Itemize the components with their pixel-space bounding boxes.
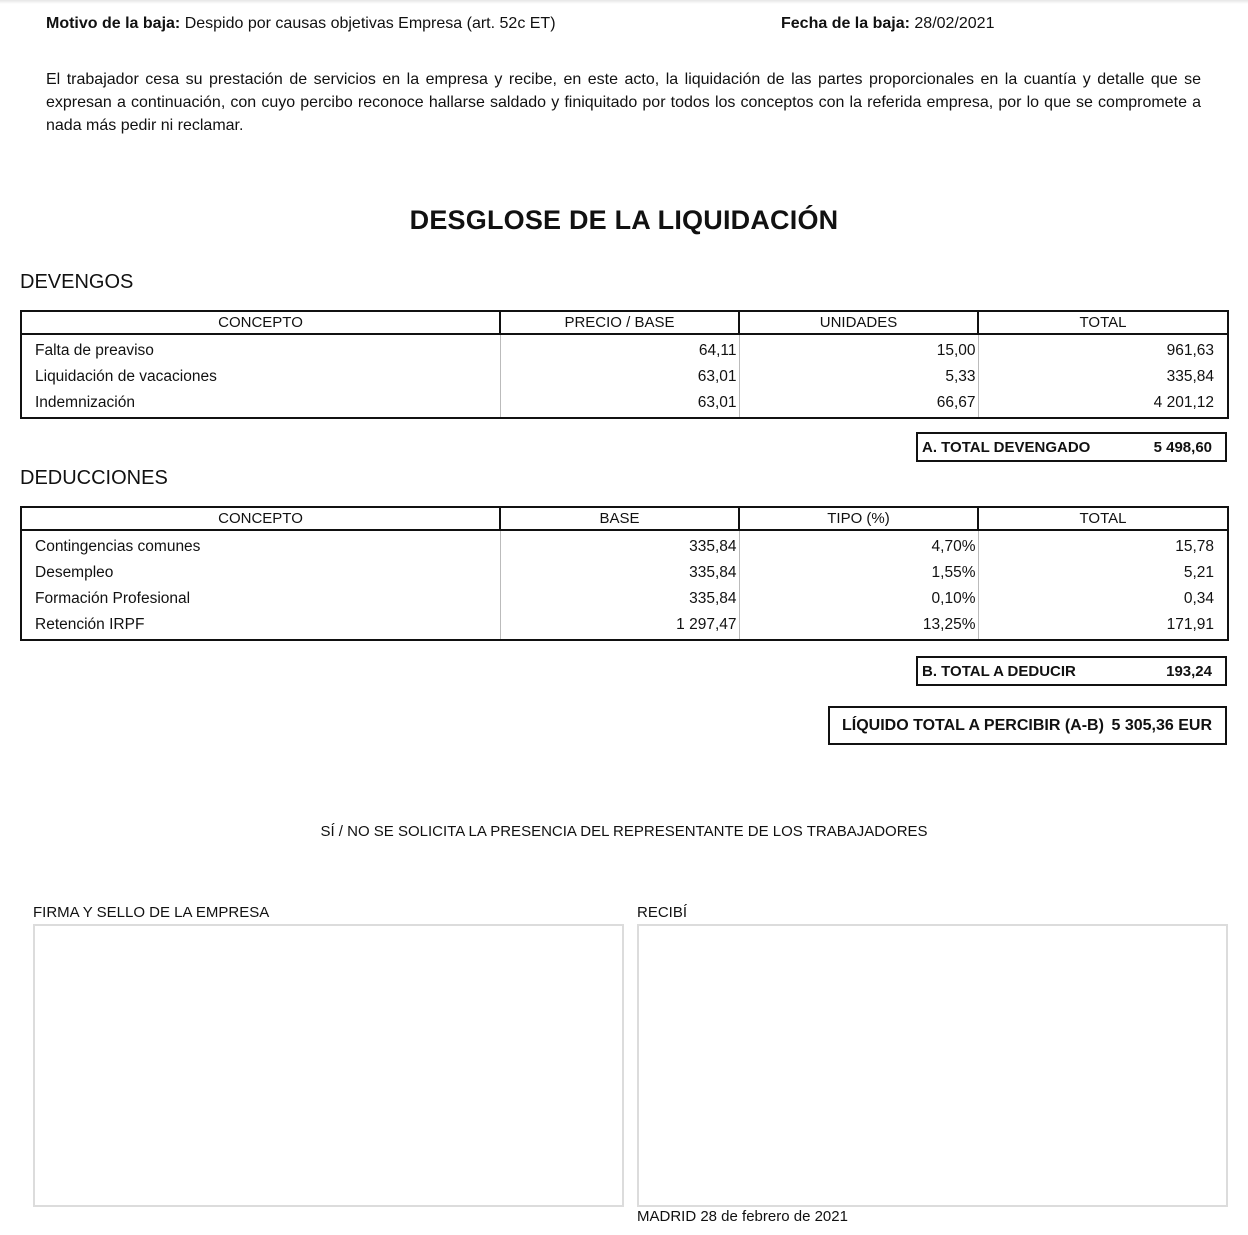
rate-cell: 1,55% xyxy=(739,560,978,586)
column-header: CONCEPTO xyxy=(21,507,500,530)
intro-paragraph: El trabajador cesa su prestación de servicios en la empresa y recibe, en este acto, la liquidación de las partes proporcionales en la cuantía y detalle que se expresan a continuación, con cuyo percibo reconoce hallarse saldado y finiquitado por todos los conceptos con la referida empresa, por lo que se compromete a nada más pedir ni reclamar. xyxy=(46,71,1201,134)
table-row xyxy=(21,586,1228,612)
price-cell: 63,01 xyxy=(500,364,739,390)
total-cell: 5,21 xyxy=(978,560,1228,586)
table-row xyxy=(21,612,1228,640)
rate-cell: 4,70% xyxy=(739,530,978,560)
base-cell: 1 297,47 xyxy=(500,612,739,640)
column-header: CONCEPTO xyxy=(21,311,500,334)
deducciones-table xyxy=(20,506,1229,641)
motivo-de-baja xyxy=(46,15,556,33)
fecha-value: 28/02/2021 xyxy=(914,15,995,32)
concept-cell: Liquidación de vacaciones xyxy=(21,364,500,390)
total-cell: 4 201,12 xyxy=(978,390,1228,418)
table-row xyxy=(21,364,1228,390)
table-row xyxy=(21,334,1228,364)
liquido-total-label: LÍQUIDO TOTAL A PERCIBIR (A-B) xyxy=(842,716,1104,734)
base-cell: 335,84 xyxy=(500,586,739,612)
representante-note: SÍ / NO SE SOLICITA LA PRESENCIA DEL REPRESENTANTE DE LOS TRABAJADORES xyxy=(320,823,928,840)
deducciones-heading: DEDUCCIONES xyxy=(20,467,168,489)
devengos-heading: DEVENGOS xyxy=(20,271,134,293)
price-cell: 63,01 xyxy=(500,390,739,418)
motivo-label: Motivo de la baja: xyxy=(46,15,181,32)
total-cell: 15,78 xyxy=(978,530,1228,560)
concept-cell: Formación Profesional xyxy=(21,586,500,612)
total-cell: 335,84 xyxy=(978,364,1228,390)
units-cell: 66,67 xyxy=(739,390,978,418)
units-cell: 15,00 xyxy=(739,334,978,364)
concept-cell: Desempleo xyxy=(21,560,500,586)
rate-cell: 0,10% xyxy=(739,586,978,612)
price-cell: 64,11 xyxy=(500,334,739,364)
recibi-signature-box[interactable] xyxy=(637,924,1228,1207)
total-deducir-box xyxy=(916,656,1227,686)
concept-cell: Retención IRPF xyxy=(21,612,500,640)
motivo-value: Despido por causas objetivas Empresa (art. 52c ET) xyxy=(184,15,556,32)
liquido-total-box xyxy=(828,706,1227,745)
page-title: DESGLOSE DE LA LIQUIDACIÓN xyxy=(409,205,839,235)
table-row xyxy=(21,530,1228,560)
table-row xyxy=(21,560,1228,586)
total-devengado-box xyxy=(916,432,1227,462)
concept-cell: Contingencias comunes xyxy=(21,530,500,560)
units-cell: 5,33 xyxy=(739,364,978,390)
base-cell: 335,84 xyxy=(500,560,739,586)
base-cell: 335,84 xyxy=(500,530,739,560)
concept-cell: Falta de preaviso xyxy=(21,334,500,364)
column-header: TOTAL xyxy=(978,311,1228,334)
column-header: TIPO (%) xyxy=(739,507,978,530)
column-header: UNIDADES xyxy=(739,311,978,334)
column-header: BASE xyxy=(500,507,739,530)
total-devengado-label: A. TOTAL DEVENGADO xyxy=(922,438,1091,456)
fecha-de-baja xyxy=(781,15,994,33)
firma-empresa-box[interactable] xyxy=(33,924,624,1207)
total-deducir-label: B. TOTAL A DEDUCIR xyxy=(922,662,1076,680)
column-header: TOTAL xyxy=(978,507,1228,530)
deducciones-header-row xyxy=(21,507,1228,530)
column-header: PRECIO / BASE xyxy=(500,311,739,334)
liquido-total-value: 5 305,36 EUR xyxy=(1111,716,1212,734)
fecha-label: Fecha de la baja: xyxy=(781,15,910,32)
total-devengado-value: 5 498,60 xyxy=(1153,438,1212,456)
table-row xyxy=(21,390,1228,418)
recibi-label: RECIBÍ xyxy=(637,904,688,921)
place-date: MADRID 28 de febrero de 2021 xyxy=(637,1208,848,1225)
total-cell: 961,63 xyxy=(978,334,1228,364)
total-deducir-value: 193,24 xyxy=(1166,662,1212,680)
rate-cell: 13,25% xyxy=(739,612,978,640)
devengos-header-row xyxy=(21,311,1228,334)
firma-empresa-label: FIRMA Y SELLO DE LA EMPRESA xyxy=(33,904,270,921)
devengos-table xyxy=(20,310,1229,419)
top-shadow xyxy=(0,0,1248,4)
concept-cell: Indemnización xyxy=(21,390,500,418)
total-cell: 171,91 xyxy=(978,612,1228,640)
total-cell: 0,34 xyxy=(978,586,1228,612)
